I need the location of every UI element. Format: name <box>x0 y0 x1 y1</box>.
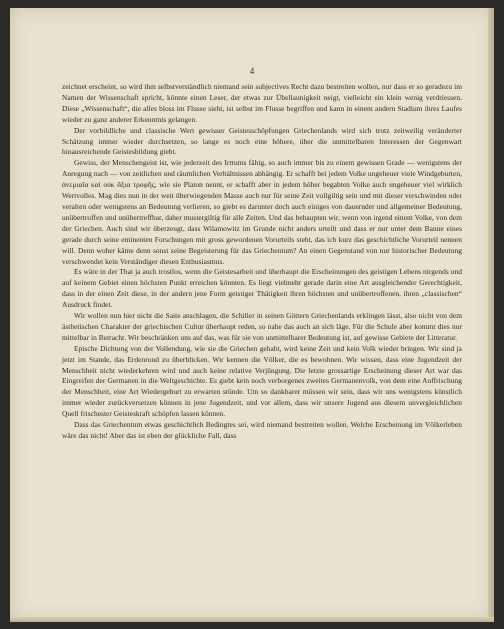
paragraph: Wir wollen nun hier nicht die Saite anschlagen, die Schiller in seinen Göttern Griechenlands erklingen lässt, also nicht von dem ästhetischen Charakter der griechischen Cultur überhaupt reden, so nahe das auch an sich läge. Für die Schule aber kommt dies nur mittelbar in Betracht. Wir beschränken uns auf das, was für sie von unmittelbarer Bedeutung ist, auf gewisse Gebiete der Litteratur. <box>62 311 462 342</box>
paragraph: Epische Dichtung von der Vollendung, wie sie die Griechen gehabt, wird keine Zeit und kein Volk wieder bringen. Wir sind ja jetzt im Stande, das Erdenrund zu überblicken. Wir kennen die Völker, die es bewohnen. Wir wissen, dass eine Jugendzeit der Menschheit nicht wiederkehren wird und auch keine relative Verjüngung. Die letzte grossartige Erscheinung dieser Art war das Eingreifen der Germanen in die Weltgeschichte. Es giebt kein noch verborgenes zweites Germanenvolk, von dem eine Auffrischung der Menschheit, eine Art Wiedergeburt zu erwarten stünde. Um so dankbarer müssen wir sein, dass wir uns wenigstens künstlich immer wieder zurückversetzen können in jene Jugendzeit, und vor allem, dass wir unsere Jugend aus diesem unvergleichlichen Quell frischester Geisteskraft schöpfen lassen können. <box>62 343 462 419</box>
paragraph: zeichnet erscheint, so wird ihm selbstverständlich niemand sein subjectives Recht dazu bestreiten wollen, nur dass er so geradezu im Namen der Wissenschaft spricht, könnte einen Leser, der etwas zur Übellaunigkeit neigt, vielleicht ein klein wenig verdriessen. Diese „Wissenschaft“, die alles bloss im Flusse sieht, ist selbst im Flusse begriffen und kann in einem andern Stadium ihres Laufes wieder zu ganz anderer Erkenntnis gelangen. <box>62 82 462 124</box>
page-edge-bottom <box>10 617 494 622</box>
page-number: 4 <box>249 66 255 76</box>
paragraph: Dass das Griechentum etwas geschichtlich Bedingtes sei, wird niemand bestreiten wollen. Welche Erscheinung im Völkerleben wäre das nicht! Aber das ist eben der glückliche Fall, dass <box>62 420 462 440</box>
paragraph: Der vorbildliche und classische Wert gewisser Geistesschöpfungen Griechenlands wird sich trotz zeitweilig veränderter Schätzung immer wieder durchsetzen, so lange es noch eine höhere, über die unmittelbaren Interessen der Gegenwart hinausreichende Geistesbildung giebt. <box>62 125 462 157</box>
paragraph: Gewiss, der Menschengeist ist, wie jederzeit des Irrtums fähig, so auch immer bis zu einem gewissen Grade — wenigstens der Anregung nach — von zeitlichen und räumlichen Verhältnissen abhängig. Er schafft bei jedem Volke ungeheuer viele Windgeburten, ἀνεμιαῖα καὶ οὐκ ἄξια τροφῆς, wie sie Platon nennt, er schafft aber in jedem höher begabten Volke auch ungeheuer viel wirklich Wertvolles. Mag dies nun in der weit überwiegenden Masse auch nur für seine Zeit vollgiltig sein und mit dieser verschwinden oder veralten oder wenigstens an Bedeutung verlieren, so giebt es darunter doch auch einiges von dauernder und allgemeiner Bedeutung, unübertroffen und unübertreffbar, daher mustergiltig für alle Zeiten. Und das behaupten wir, wenn von irgend einem Volke, von dem der Griechen. Auch sind wir überzeugt, dass Wilamowitz im Grunde nicht anders urteilt und dass er nur unter dem Banne eines gerade durch seine eminenten Forschungen mit gross gewordenen Vorurteils steht, das ich kurz das geschichtliche Vorurteil nennen will. Denn woher käme denn sonst seine Begeisterung für das Griechentum? An einen Gegenstand von nur historischer Bedeutung verschwendet kein Verständiger diesen Enthusiasmus. <box>62 158 462 266</box>
page-edge-right <box>488 8 494 622</box>
paragraph: Es wäre in der That ja auch trostlos, wenn die Geistesarbeit und überhaupt die Erscheinungen des geistigen Lebens nirgends und auf keinem Gebiet einen höchsten Punkt erreichen könnten. Es liegt vielmehr gerade darin eine Art ausgleichender Gerechtigkeit, dass in der einen Zeit diese, in der andern jene Form geistiger Thätigkeit ihren höchsten und unübertroffenen, ihren „classischen“ Ausdruck findet. <box>62 267 462 310</box>
body-text <box>62 82 462 442</box>
document-page <box>10 8 494 622</box>
